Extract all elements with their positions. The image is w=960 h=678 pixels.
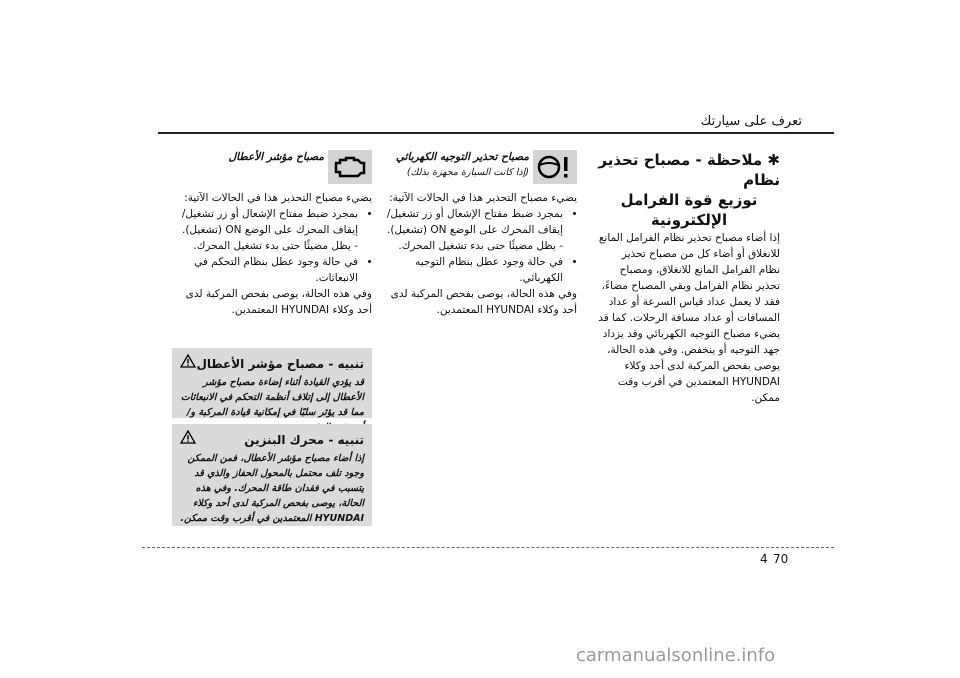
eps-lead: يضيء مصباح التحذير هذا في الحالات الآتية: [389,192,577,204]
note-eps-section [598,150,780,406]
warning-triangle-icon [180,354,196,373]
eps-lamp-name: مصباح تحذير التوجيه الكهربائي [395,151,529,163]
note-title-line-3: الإلكترونية [650,211,728,229]
eps-dash-1: - يظل مضيئًا حتى بدء تشغيل المحرك. [398,240,563,252]
warning-mil-text: قد يؤدي القيادة أثناء إضاءة مصباح مؤشر الأعطال إلى إتلاف أنظمة التحكم في الانبعاثات مما قد يؤثر سلبًا في إمكانية قيادة المركبة و/ [180,377,364,418]
note-title-line-2: توزيع قوة الفرامل [620,191,758,209]
section-number: 4 [760,552,768,566]
warning-triangle-icon [180,430,196,449]
mil-dash-1-text: يظل مضيئًا حتى بدء تشغيل المحرك. [193,240,351,252]
mil-lead: يضيء مصباح التحذير هذا في الحالات الآتية: [184,192,372,204]
mil-lamp-name: مصباح مؤشر الأعطال [228,151,324,163]
note-title-line-1: ✱ ملاحظة - مصباح تحذير نظام [598,151,780,189]
mil-bullet-1: • بمجرد ضبط مفتاح الإشعال أو زر تشغيل/إيقاف المحرك على الوضع ON (تشغيل). [172,206,358,238]
eps-bullet-2: • في حالة وجود عطل بنظام التوجيه الكهربائي. [385,254,563,286]
warning-box-gasoline [172,424,372,526]
eps-dash-1-text: يظل مضيئًا حتى بدء تشغيل المحرك. [398,240,556,252]
header-title: تعرف على سيارتك [700,114,802,129]
warning-box-mil [172,348,372,418]
eps-lamp-section [385,150,577,318]
steering-warning-icon [533,150,577,184]
header-rule [158,132,834,134]
engine-check-icon [328,150,372,184]
mil-closing: وفي هذه الحالة، يوصى بفحص المركبة لدى أحد وكلاء HYUNDAI المعتمدين. [185,288,372,316]
warning-gasoline-title: تنبيه - محرك البنزين [244,432,364,447]
eps-lamp-sub: (إذا كانت السيارة مجهزة بذلك) [406,167,529,178]
mil-dash-1: - يظل مضيئًا حتى بدء تشغيل المحرك. [193,240,358,252]
page-number: 70 [773,552,789,566]
note-body: إذا أضاء مصباح تحذير نظام الفرامل المانع للانغلاق أو أضاء كل من مصباح تحذير نظام الفرامل المانع للانغلاق، ومصباح تحذير نظام الفرامل وبقي المصباح مضاءً، فقد لا يعمل عداد قياس السرعة أو عداد المسافات أو عداد مسافة الرحلات. كما قد يضيء مصباح التوجيه الكهربائي وقد يزداد جهد التوجيه أو ينخفض. وفي هذه الحالة، يوصى بفحص المركبة لدى أحد وكلاء HYUNDAI المعتمدين في أقرب وقت ممكن. [598,232,780,404]
warning-gasoline-text: إذا أضاء مصباح مؤشر الأعطال، فمن الممكن وجود تلف محتمل بالمحول الحفاز والذي قد يتسبب في فقدان طاقة المحرك. وفي هذه الحالة، يوصى بفحص المركبة لدى أحد وكلاء HYUNDAI المعتمدين في أقرب وقت ممكن. [180,453,364,524]
mil-section [172,150,372,318]
warning-mil-title: تنبيه - مصباح مؤشر الأعطال [196,356,364,371]
footer-rule [142,547,834,548]
watermark: carmanualsonline.info [576,645,776,666]
mil-bullet-2: • في حالة وجود عطل بنظام التحكم في الانبعاثات. [172,254,358,286]
eps-bullet-1: • بمجرد ضبط مفتاح الإشعال أو زر تشغيل/إيقاف المحرك على الوضع ON (تشغيل). [385,206,563,238]
eps-closing: وفي هذه الحالة، يوصى بفحص المركبة لدى أحد وكلاء HYUNDAI المعتمدين. [390,288,577,316]
